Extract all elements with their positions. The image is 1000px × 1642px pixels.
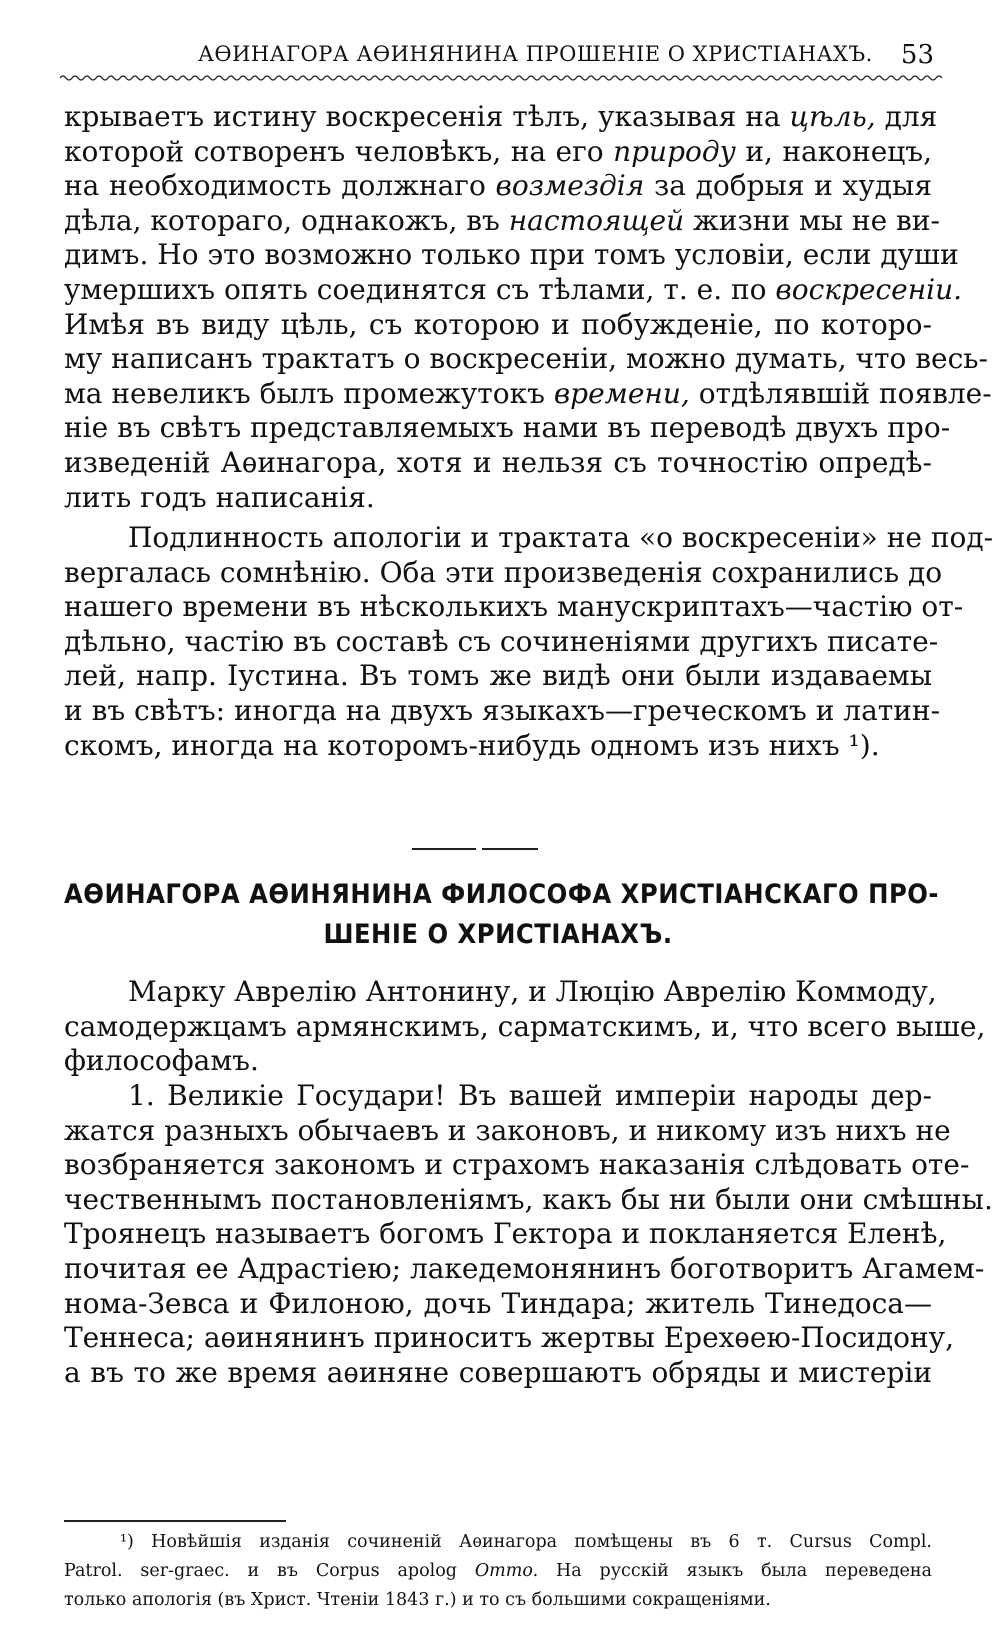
running-head	[60, 40, 940, 74]
section-divider	[412, 848, 476, 850]
wavy-rule	[60, 74, 940, 82]
text-line: дѣла, котораго, однакожъ, въ настоящей жизни мы не ви-	[64, 203, 940, 237]
footnote-rule	[64, 1520, 286, 1522]
text-line: лить годъ написанія.	[64, 480, 375, 514]
text-line: почитая ее Адрастіею; лакедемонянинъ боготворитъ Агамем-	[64, 1251, 985, 1285]
text-line: и въ свѣтъ: иногда на двухъ языкахъ—греческомъ и латин-	[64, 693, 941, 727]
address-block	[64, 975, 986, 1079]
text-line: Имѣя въ виду цѣль, съ которою и побужденіе, по которо-	[64, 307, 932, 341]
text-line: му написанъ трактатъ о воскресеніи, можно думать, что весь-	[64, 342, 988, 376]
text-line: 1. Великіе Государи! Въ вашей имперіи народы дер-	[128, 1079, 932, 1112]
footnote-line: только апологія (въ Христ. Чтеніи 1843 г.) и то съ большими сокращеніями.	[64, 1590, 771, 1610]
text-line: Марку Аврелію Антонину, и Люцію Аврелію Коммоду,	[128, 975, 937, 1008]
running-title: АѲИНАГОРА АѲИНЯНИНА ПРОШЕНІЕ О ХРИСТІАНАХЪ.	[198, 42, 873, 66]
text-line: философамъ.	[64, 1044, 259, 1078]
text-line: изведеній Аѳинагора, хотя и нельзя съ точностію опредѣ-	[64, 445, 932, 479]
heading-line: АѲИНАГОРА АѲИНЯНИНА ФИЛОСОФА ХРИСТІАНСКАГО ПРО-	[64, 879, 939, 910]
text-line: нашего времени въ нѣсколькихъ манускриптахъ—частію от-	[64, 590, 964, 624]
heading-line: ШЕНІЕ О ХРИСТІАНАХЪ.	[323, 919, 673, 950]
text-line: а въ то же время аѳиняне совершаютъ обряды и мистеріи	[64, 1355, 932, 1389]
text-line: самодержцамъ армянскимъ, сарматскимъ, и, что всего выше,	[64, 1009, 986, 1043]
text-line: Теннеса; аѳинянинъ приноситъ жертвы Ерехѳею-Посидону,	[64, 1321, 955, 1355]
paragraph-intro	[64, 100, 992, 515]
text-line: которой сотворенъ человѣкъ, на его природу и, наконецъ,	[64, 134, 932, 168]
text-line: возбраняется закономъ и страхомъ наказанія слѣдовать оте-	[64, 1148, 970, 1182]
text-line: Троянецъ называетъ богомъ Гектора и покланяется Еленѣ,	[64, 1217, 947, 1251]
text-line: вергалась сомнѣнію. Оба эти произведенія сохранились до	[64, 555, 943, 589]
text-line: ма невеликъ былъ промежутокъ времени, отдѣлявшій появле-	[64, 376, 992, 410]
text-line: чественнымъ постановленіямъ, какъ бы ни были они смѣшны.	[64, 1182, 993, 1216]
text-line: димъ. Но это возможно только при томъ условіи, если души	[64, 238, 959, 272]
text-line: нома-Зевса и Филоною, дочь Тиндара; житель Тинедоса—	[64, 1286, 932, 1320]
footnote-line: ¹) Новѣйшія изданія сочиненій Аѳинагора помѣщены въ 6 т. Cursus Compl.	[120, 1532, 932, 1552]
text-line: дѣльно, частію въ составѣ съ сочиненіями другихъ писате-	[64, 624, 939, 658]
section-heading	[64, 875, 939, 955]
text-line: крываетъ истину воскресенія тѣлъ, указывая на цѣль, для	[64, 100, 938, 133]
paragraph-authenticity	[64, 521, 994, 763]
text-line: умершихъ опять соединятся съ тѣлами, т. е. по воскресеніи.	[64, 272, 963, 306]
section-divider	[482, 848, 538, 850]
text-line: на необходимость должнаго возмездія за добрыя и худыя	[64, 169, 932, 203]
page-number: 53	[900, 40, 934, 70]
footnote-line: Patrol. ser-graec. и въ Corpus apolog Оттo. На русскій языкъ была переведена	[64, 1561, 932, 1581]
text-line: лей, напр. Іустина. Въ томъ же видѣ они были издаваемы	[64, 659, 932, 693]
text-line: жатся разныхъ обычаевъ и законовъ, и никому изъ нихъ не	[64, 1113, 951, 1147]
text-line: Подлинность апологіи и трактата «о воскресеніи» не под-	[128, 521, 994, 554]
text-line: скомъ, иногда на которомъ-нибудь одномъ изъ нихъ ¹).	[64, 728, 880, 762]
text-line: ніе въ свѣтъ представляемыхъ нами въ переводѣ двухъ про-	[64, 411, 951, 445]
footnote	[64, 1528, 932, 1615]
paragraph-1	[64, 1079, 993, 1390]
